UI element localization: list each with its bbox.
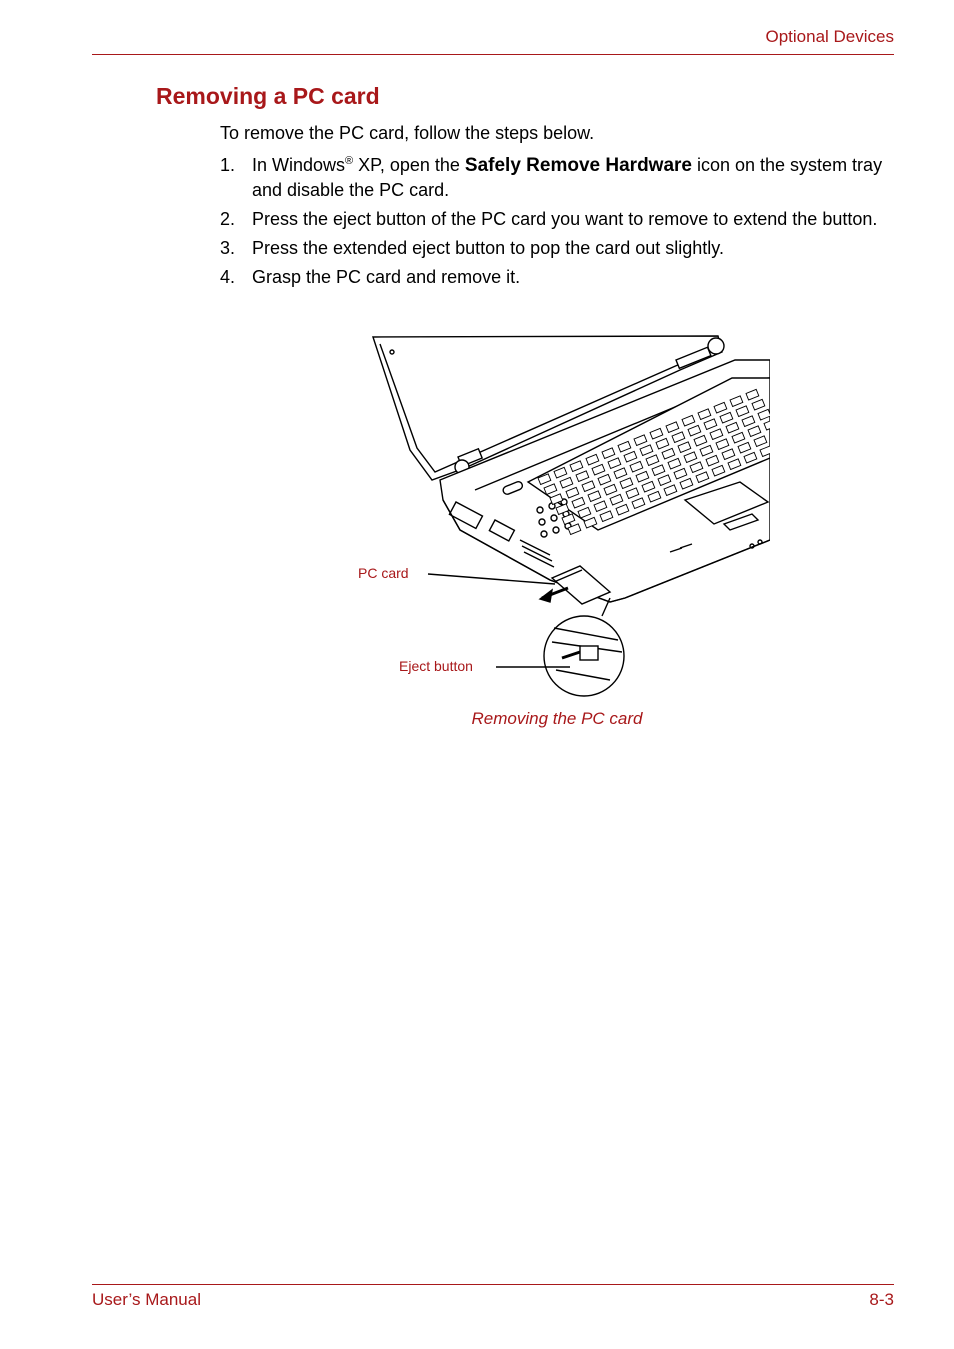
step-text: Grasp the PC card and remove it. bbox=[252, 267, 521, 287]
laptop-illustration bbox=[340, 330, 770, 700]
step-text: icon on the system tray and disable the PC card. bbox=[252, 155, 883, 200]
step-text: In Windows bbox=[252, 155, 346, 175]
registered-mark: ® bbox=[345, 155, 354, 167]
page-number: 8-3 bbox=[869, 1290, 894, 1309]
step-number: 3. bbox=[220, 238, 236, 258]
intro-text: To remove the PC card, follow the steps below. bbox=[220, 123, 595, 143]
steps-list bbox=[220, 153, 900, 294]
running-header: Optional Devices bbox=[765, 27, 894, 46]
section-title: Removing a PC card bbox=[156, 83, 380, 109]
step-number: 4. bbox=[220, 267, 236, 287]
header-rule bbox=[92, 54, 894, 55]
step-text: XP, open the bbox=[353, 155, 465, 175]
step-item bbox=[220, 236, 900, 260]
figure-caption: Removing the PC card bbox=[471, 709, 643, 728]
callout-pc-card: PC card bbox=[358, 565, 409, 581]
footer-manual-title: User’s Manual bbox=[92, 1290, 201, 1309]
footer-rule bbox=[92, 1284, 894, 1285]
callout-eject-button: Eject button bbox=[399, 658, 473, 674]
step-item bbox=[220, 153, 900, 202]
step-number: 1. bbox=[220, 155, 236, 175]
step-number: 2. bbox=[220, 209, 236, 229]
step-emphasis: Safely Remove Hardware bbox=[464, 155, 692, 176]
step-text: Press the eject button of the PC card you want to remove to extend the button. bbox=[252, 209, 878, 229]
step-item bbox=[220, 265, 900, 289]
step-item bbox=[220, 207, 900, 231]
step-text: Press the extended eject button to pop the card out slightly. bbox=[252, 238, 724, 258]
